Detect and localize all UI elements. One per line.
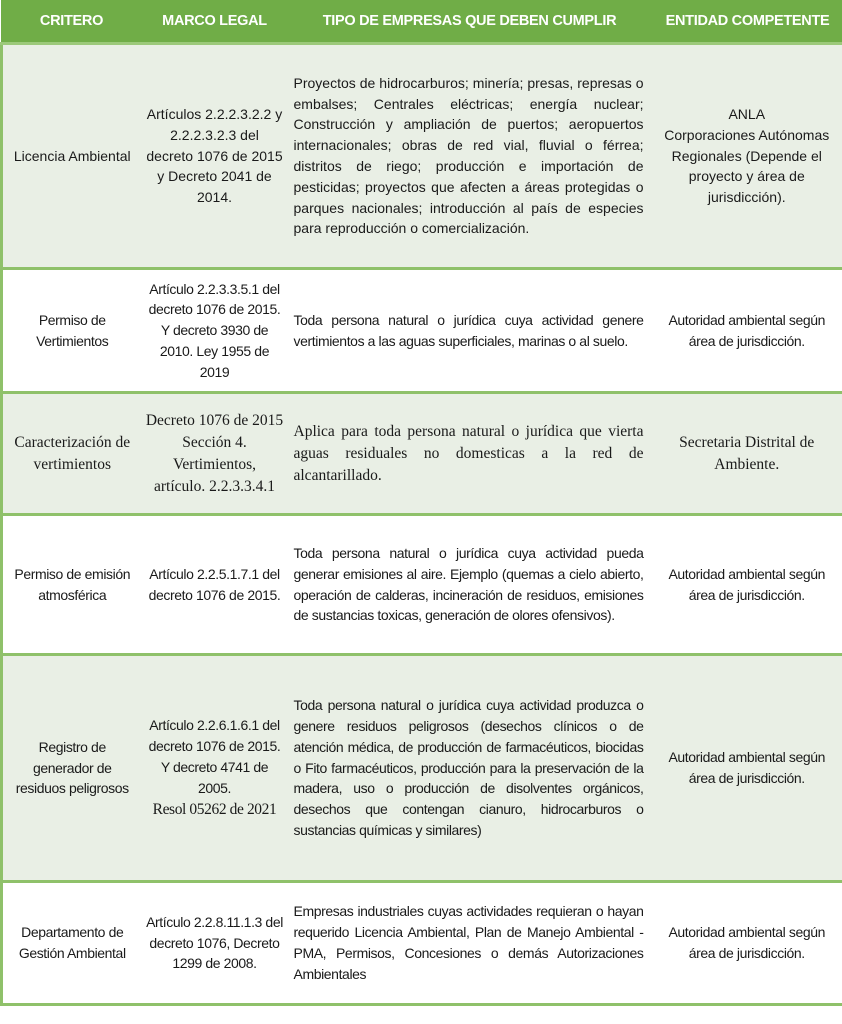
entidad-cell: Autoridad ambiental según área de jurisdicción. (652, 515, 842, 655)
entidad-cell (652, 44, 842, 269)
table-body (2, 44, 842, 1005)
entidad-cell: Secretaria Distrital de Ambiente. (652, 393, 842, 515)
header-entidad: ENTIDAD COMPETENTE (652, 0, 842, 44)
criterio-cell: Permiso de Vertimientos (2, 269, 142, 393)
header-criterio: CRITERO (2, 0, 142, 44)
criterio-cell: Registro de generador de residuos peligrosos (2, 655, 142, 882)
entidad-cell: Autoridad ambiental según área de jurisdicción. (652, 882, 842, 1005)
header-tipo-empresas: TIPO DE EMPRESAS QUE DEBEN CUMPLIR (288, 0, 652, 44)
tipo-empresas-cell: Toda persona natural o jurídica cuya actividad produzca o genere residuos peligrosos (desechos clínicos o de atención médica, de producción de farmacéuticos, biocidas o Fito farmacéuticos, producción para la preservación de la madera, uso o producción de disolventes orgánicos, desechos que contengan cianuro, hidrocarburos o sustancias químicas y similares) (288, 655, 652, 882)
tipo-empresas-cell: Aplica para toda persona natural o jurídica que vierta aguas residuales no domesticas a la red de alcantarillado. (288, 393, 652, 515)
marco-legal-cell: Artículo 2.2.8.11.1.3 del decreto 1076, Decreto 1299 de 2008. (142, 882, 288, 1005)
entidad-cell: Autoridad ambiental según área de jurisdicción. (652, 655, 842, 882)
marco-legal-resolucion: Resol 05262 de 2021 (152, 800, 277, 818)
criterio-cell: Caracterización de vertimientos (2, 393, 142, 515)
marco-legal-cell: Artículos 2.2.2.3.2.2 y 2.2.2.3.2.3 del decreto 1076 de 2015 y Decreto 2041 de 2014. (142, 44, 288, 269)
entidad-line-anla: ANLA (728, 106, 766, 122)
marco-legal-cell: Artículo 2.2.3.3.5.1 del decreto 1076 de 2015. Y decreto 3930 de 2010. Ley 1955 de 2019 (142, 269, 288, 393)
entidad-cell: Autoridad ambiental según área de jurisdicción. (652, 269, 842, 393)
entidad-line-car: Corporaciones Autónomas Regionales (Depende el proyecto y área de jurisdicción). (664, 126, 830, 206)
table-row (2, 393, 842, 515)
marco-legal-text: Artículo 2.2.6.1.6.1 del decreto 1076 de 2015. Y decreto 4741 de 2005. (148, 717, 281, 796)
table-header (2, 0, 842, 44)
marco-legal-cell: Decreto 1076 de 2015 Sección 4. Vertimientos, artículo. 2.2.3.3.4.1 (142, 393, 288, 515)
tipo-empresas-cell: Toda persona natural o jurídica cuya actividad genere vertimientos a las aguas superficiales, marinas o al suelo. (288, 269, 652, 393)
marco-legal-cell: Artículo 2.2.5.1.7.1 del decreto 1076 de 2015. (142, 515, 288, 655)
header-row (2, 0, 842, 44)
tipo-empresas-cell: Toda persona natural o jurídica cuya actividad pueda generar emisiones al aire. Ejemplo (quemas a cielo abierto, operación de calderas, incineración de residuos, emisiones de sustancias toxicas, generación de olores ofensivos). (288, 515, 652, 655)
criterio-cell: Permiso de emisión atmosférica (2, 515, 142, 655)
header-marco-legal: MARCO LEGAL (142, 0, 288, 44)
criterio-cell: Licencia Ambiental (2, 44, 142, 269)
table-row (2, 269, 842, 393)
marco-legal-cell (142, 655, 288, 882)
table-row (2, 44, 842, 269)
table-row (2, 655, 842, 882)
table-row (2, 882, 842, 1005)
table-row (2, 515, 842, 655)
tipo-empresas-cell: Empresas industriales cuyas actividades requieran o hayan requerido Licencia Ambiental, Plan de Manejo Ambiental - PMA, Permisos, Concesiones o demás Autorizaciones Ambientales (288, 882, 652, 1005)
criterio-cell: Departamento de Gestión Ambiental (2, 882, 142, 1005)
tipo-empresas-cell: Proyectos de hidrocarburos; minería; presas, represas o embalses; Centrales eléctricas; energía nuclear; Construcción y ampliación de puertos; aeropuertos internacionales; obras de red vial, fluvial o férrea; distritos de riego; producción e importación de pesticidas; proyectos que afecten a áreas protegidas o parques nacionales; introducción al país de especies para reproducción o comercialización. (288, 44, 652, 269)
